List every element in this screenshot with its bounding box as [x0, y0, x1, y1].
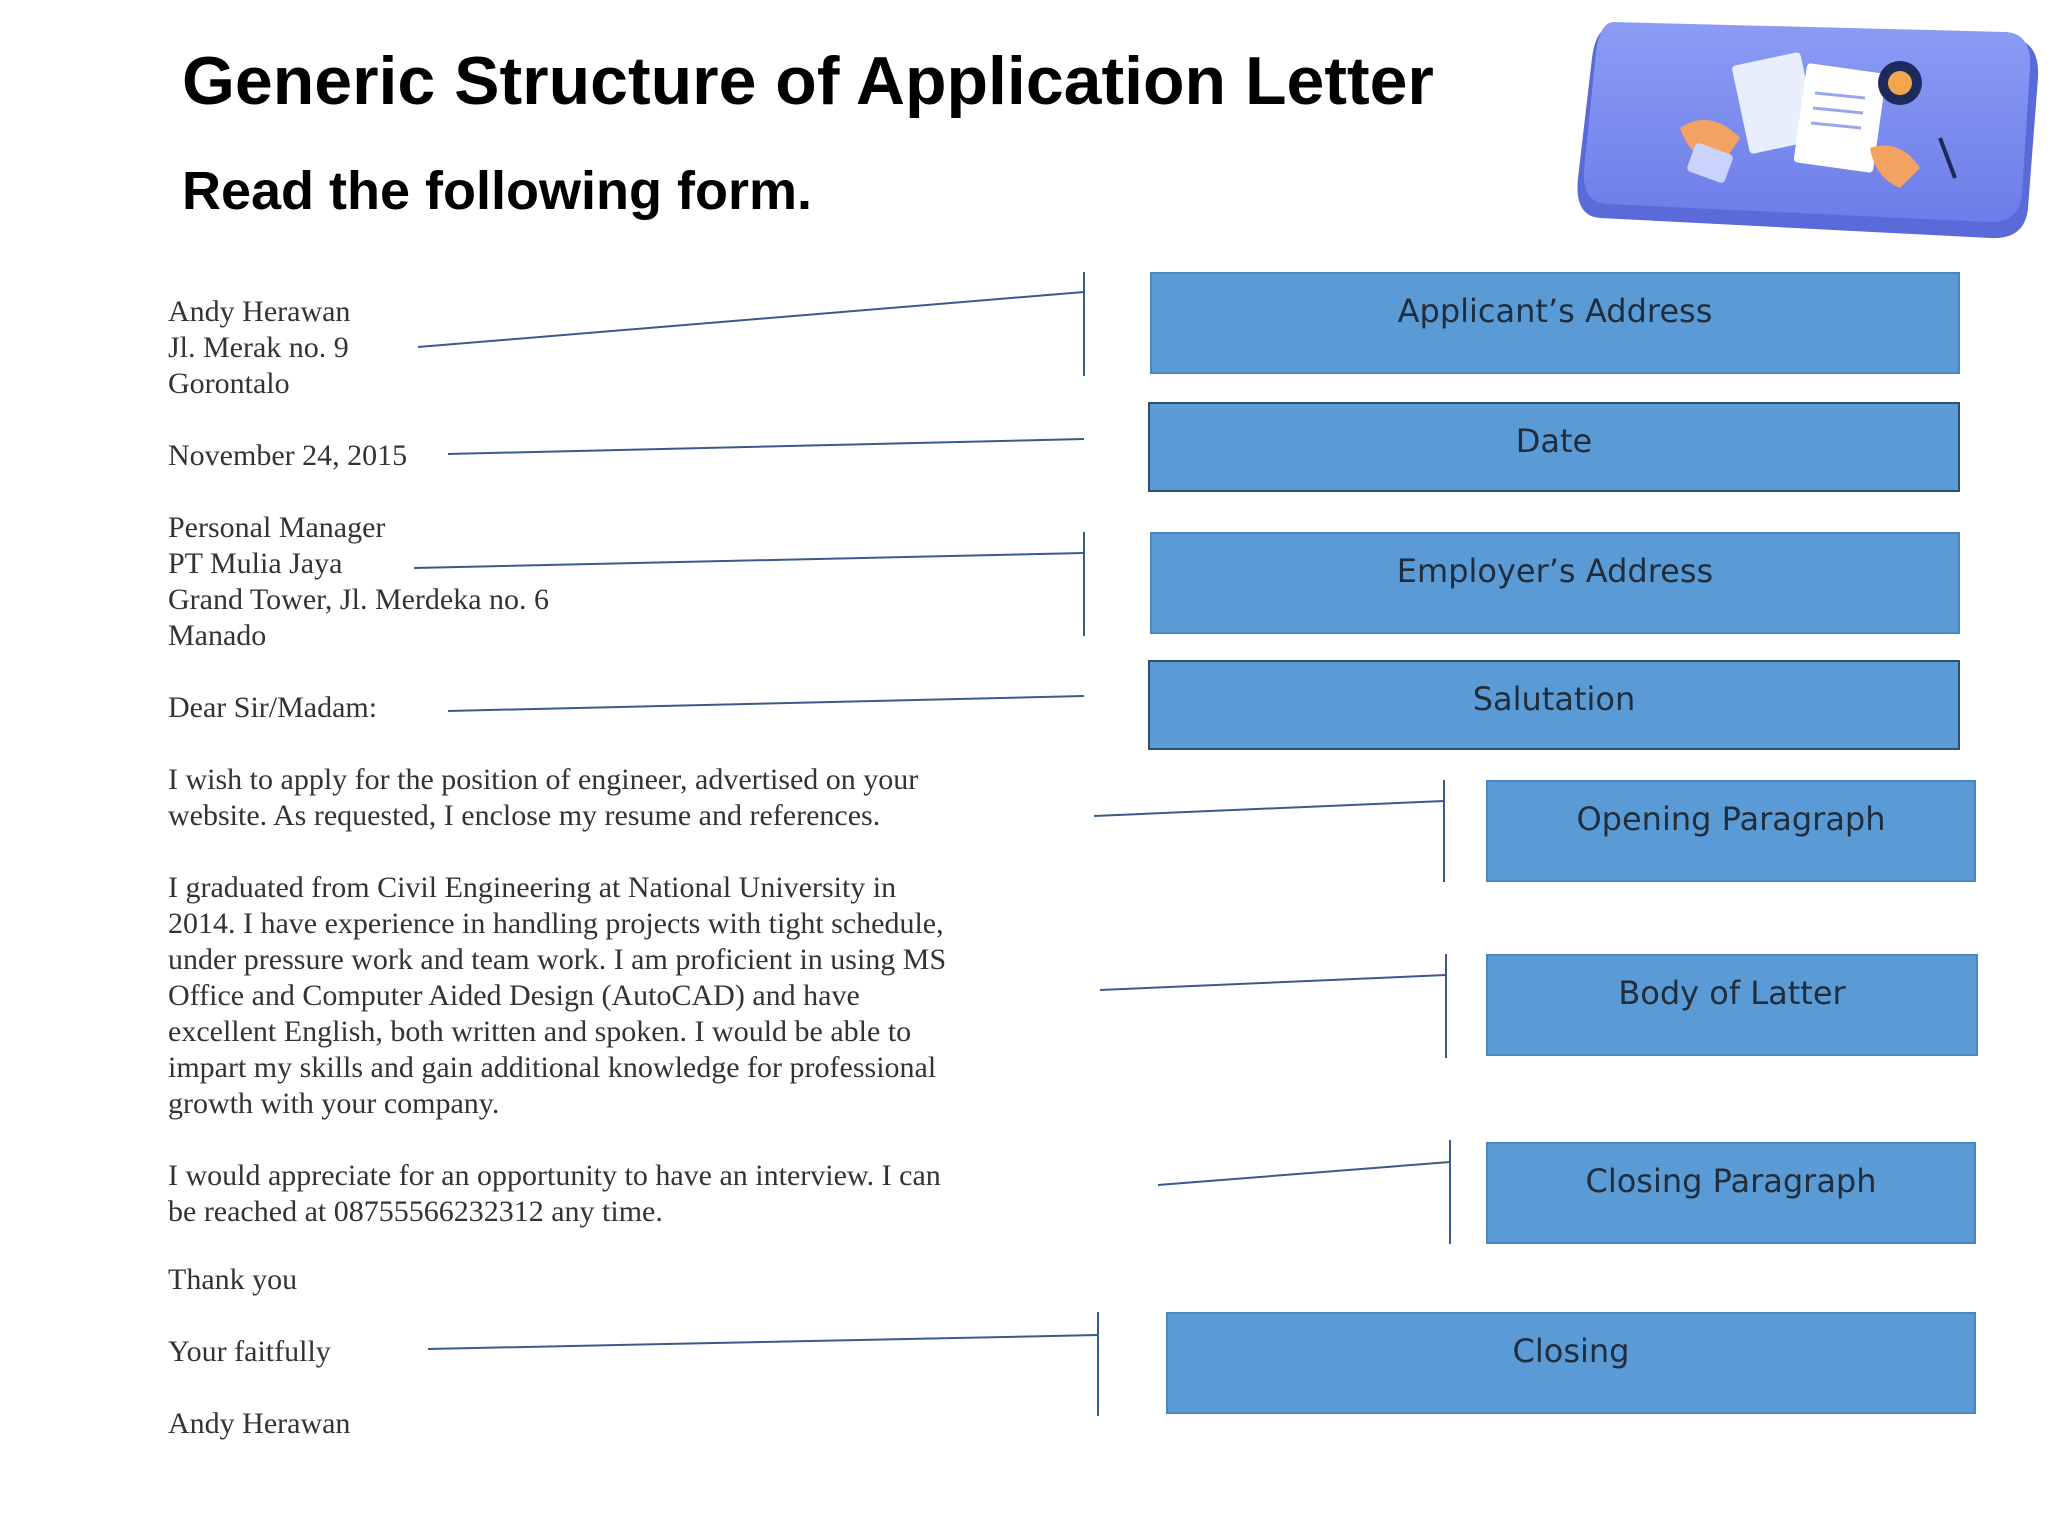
label-employer-address: Employer’s Address — [1150, 532, 1960, 634]
letter-body-line: 2014. I have experience in handling projects with tight schedule, — [168, 907, 944, 940]
connector-applicant-address — [418, 292, 1084, 347]
letter-body-line: I graduated from Civil Engineering at National University in — [168, 871, 897, 904]
letter-thanks: Thank you — [168, 1263, 298, 1296]
letter-employer-title: Personal Manager — [168, 511, 386, 544]
letter-body-line: Office and Computer Aided Design (AutoCAD) and have — [168, 979, 860, 1012]
label-applicant-address: Applicant’s Address — [1150, 272, 1960, 374]
letter-date: November 24, 2015 — [168, 439, 408, 472]
connector-body — [1100, 975, 1446, 990]
letter-body-line: under pressure work and team work. I am proficient in using MS — [168, 943, 947, 976]
letter-body-line: impart my skills and gain additional knowledge for professional — [168, 1051, 937, 1084]
letter-applicant-street: Jl. Merak no. 9 — [168, 331, 349, 364]
label-closing-paragraph: Closing Paragraph — [1486, 1142, 1976, 1244]
letter-applicant-city: Gorontalo — [168, 367, 290, 400]
letter-complimentary-close: Your faitfully — [168, 1335, 331, 1368]
letter-body-line: excellent English, both written and spoken. I would be able to — [168, 1015, 912, 1048]
letter-opening-line: I wish to apply for the position of engineer, advertised on your — [168, 763, 919, 796]
letter-closing-line: I would appreciate for an opportunity to have an interview. I can — [168, 1159, 941, 1192]
letter-body-line: growth with your company. — [168, 1087, 500, 1120]
letter-employer-company: PT Mulia Jaya — [168, 547, 343, 580]
connector-salutation — [448, 696, 1084, 711]
page-subtitle: Read the following form. — [182, 161, 812, 221]
letter-employer-city: Manado — [168, 619, 267, 652]
letter-salutation: Dear Sir/Madam: — [168, 691, 378, 724]
connector-closing-paragraph — [1158, 1162, 1450, 1185]
connector-date — [448, 439, 1084, 454]
label-body: Body of Latter — [1486, 954, 1978, 1056]
letter-closing-line: be reached at 08755566232312 any time. — [168, 1195, 663, 1228]
label-salutation: Salutation — [1148, 660, 1960, 750]
connector-closing — [428, 1335, 1098, 1349]
label-date: Date — [1148, 402, 1960, 492]
label-opening-paragraph: Opening Paragraph — [1486, 780, 1976, 882]
page-title: Generic Structure of Application Letter — [182, 43, 1434, 119]
letter-applicant-name: Andy Herawan — [168, 295, 351, 328]
letter-signature: Andy Herawan — [168, 1407, 351, 1440]
letter-employer-street: Grand Tower, Jl. Merdeka no. 6 — [168, 583, 550, 616]
connector-opening-paragraph — [1094, 801, 1444, 816]
label-closing: Closing — [1166, 1312, 1976, 1414]
connector-employer-address — [414, 553, 1084, 568]
letter-opening-line: website. As requested, I enclose my resume and references. — [168, 799, 881, 832]
